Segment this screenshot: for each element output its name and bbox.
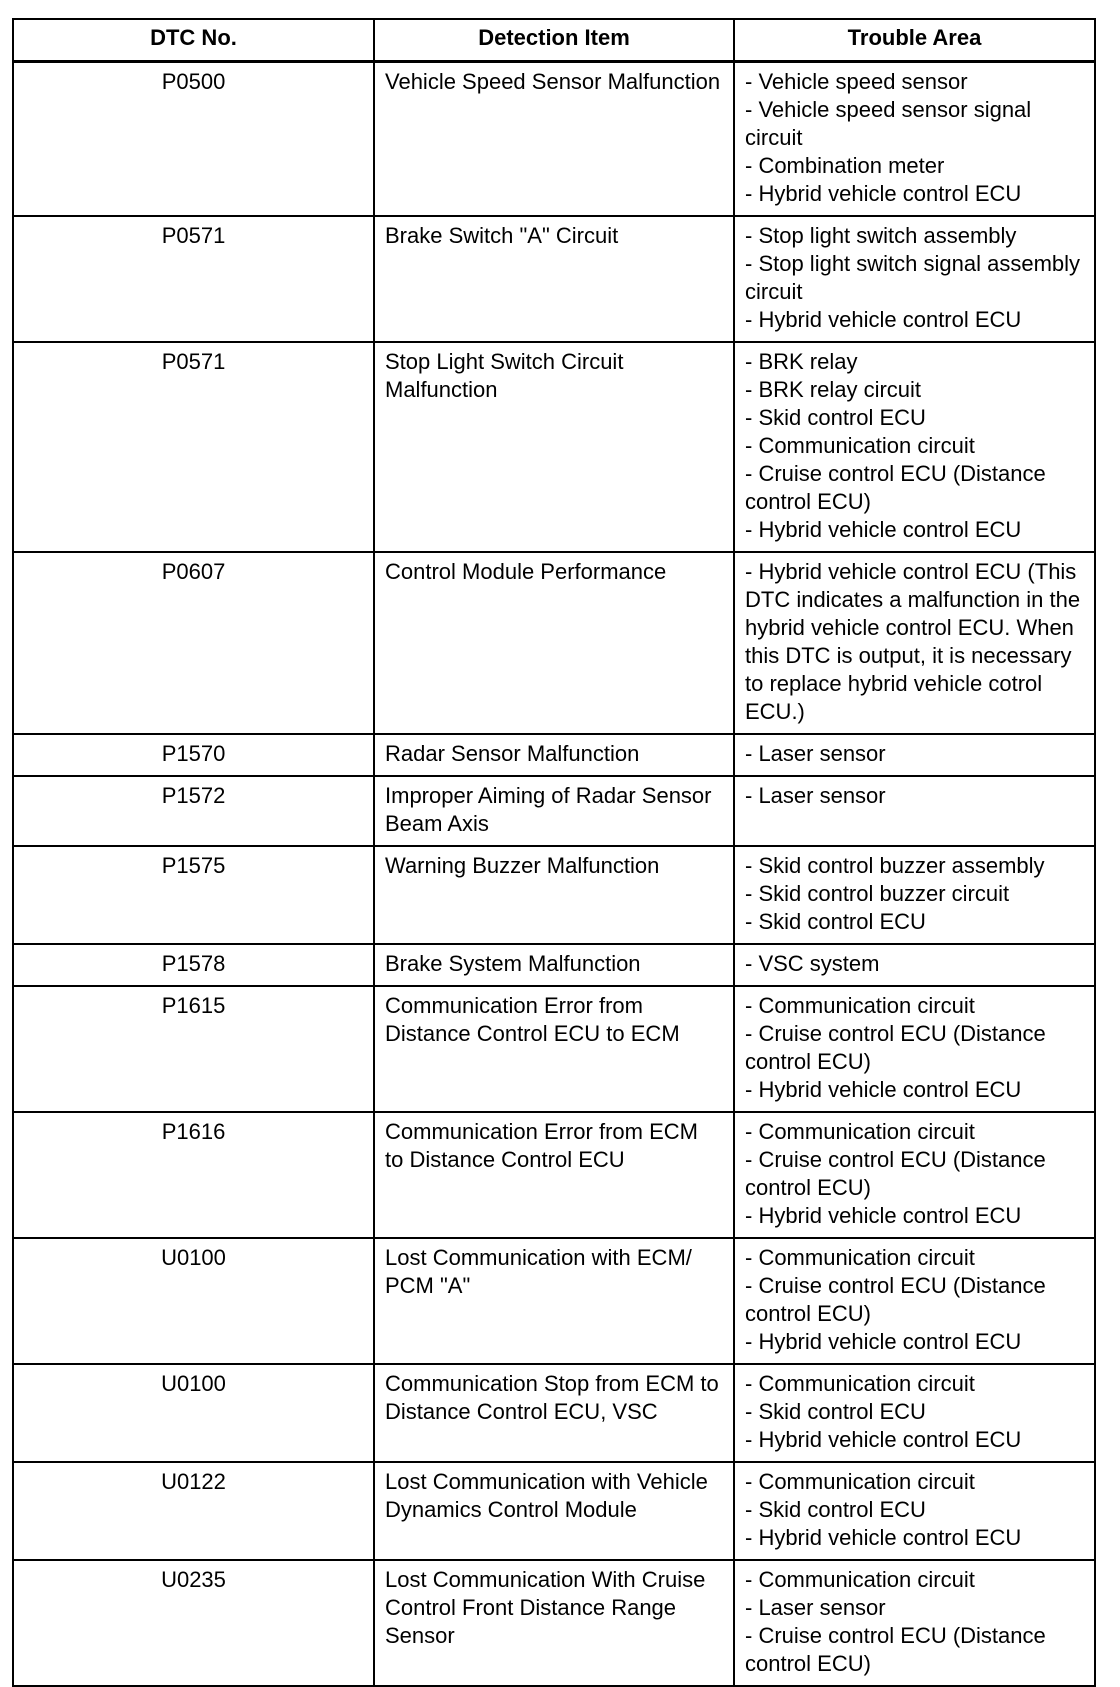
trouble-area-entry: - BRK relay [745,349,858,374]
trouble-area-entry: - Hybrid vehicle control ECU [745,181,1022,206]
detection-item-cell: Lost Communication with Vehicle Dynamics Control Module [374,1462,734,1560]
dtc-table [12,18,1096,1687]
detection-item-cell: Warning Buzzer Malfunction [374,846,734,944]
dtc-code-cell: P1570 [13,734,374,776]
table-row [13,734,1095,776]
detection-item-cell: Communication Error from ECM to Distance Control ECU [374,1112,734,1238]
dtc-code-cell: P1616 [13,1112,374,1238]
detection-item-cell: Brake System Malfunction [374,944,734,986]
trouble-area-cell [734,1560,1095,1686]
trouble-area-entry: - BRK relay circuit [745,377,922,402]
trouble-area-entry: - Communication circuit [745,433,975,458]
header-dtc-no: DTC No. [13,19,374,62]
table-row [13,944,1095,986]
trouble-area-cell [734,1462,1095,1560]
dtc-code-cell: P1578 [13,944,374,986]
trouble-area-entry: - Hybrid vehicle control ECU [745,1077,1022,1102]
detection-item-cell: Radar Sensor Malfunction [374,734,734,776]
table-row [13,1364,1095,1462]
table-row [13,62,1095,217]
detection-item-cell: Communication Error from Distance Control ECU to ECM [374,986,734,1112]
trouble-area-entry: - Skid control ECU [745,909,926,934]
detection-item-cell: Lost Communication with ECM/ PCM "A" [374,1238,734,1364]
table-row [13,1112,1095,1238]
dtc-code-cell: P0571 [13,216,374,342]
trouble-area-entry: - Communication circuit [745,1119,975,1144]
trouble-area-entry: - Cruise control ECU (Distance control ECU) [745,1273,1046,1326]
trouble-area-cell [734,986,1095,1112]
trouble-area-entry: - Communication circuit [745,1245,975,1270]
header-row [13,19,1095,62]
trouble-area-cell [734,552,1095,734]
trouble-area-entry: - Vehicle speed sensor signal circuit [745,97,1032,150]
trouble-area-entry: - Communication circuit [745,1567,975,1592]
dtc-code-cell: P1572 [13,776,374,846]
trouble-area-entry: - Skid control ECU [745,1399,926,1424]
trouble-area-entry: - Combination meter [745,153,945,178]
trouble-area-entry: - Communication circuit [745,993,975,1018]
table-row [13,776,1095,846]
dtc-code-cell: P0607 [13,552,374,734]
dtc-code-cell: P1575 [13,846,374,944]
detection-item-cell: Improper Aiming of Radar Sensor Beam Axis [374,776,734,846]
trouble-area-entry: - Laser sensor [745,741,886,766]
trouble-area-entry: - Cruise control ECU (Distance control ECU) [745,1147,1046,1200]
trouble-area-cell [734,342,1095,552]
trouble-area-entry: - Skid control ECU [745,405,926,430]
trouble-area-entry: - Hybrid vehicle control ECU [745,1427,1022,1452]
dtc-code-cell: P1615 [13,986,374,1112]
trouble-area-entry: - Hybrid vehicle control ECU [745,1525,1022,1550]
table-row [13,986,1095,1112]
trouble-area-entry: - Stop light switch assembly [745,223,1017,248]
trouble-area-cell [734,1238,1095,1364]
trouble-area-cell [734,62,1095,217]
trouble-area-entry: - Cruise control ECU (Distance control ECU) [745,1021,1046,1074]
trouble-area-entry: - Laser sensor [745,783,886,808]
trouble-area-entry: - Hybrid vehicle control ECU [745,517,1022,542]
trouble-area-cell [734,1112,1095,1238]
trouble-area-entry: - VSC system [745,951,880,976]
trouble-area-cell [734,944,1095,986]
trouble-area-cell [734,1364,1095,1462]
dtc-code-cell: U0100 [13,1364,374,1462]
dtc-code-cell: U0122 [13,1462,374,1560]
trouble-area-cell [734,846,1095,944]
dtc-code-cell: U0100 [13,1238,374,1364]
dtc-code-cell: P0571 [13,342,374,552]
table-row [13,216,1095,342]
detection-item-cell: Stop Light Switch Circuit Malfunction [374,342,734,552]
table-body [13,62,1095,1687]
trouble-area-entry: - Stop light switch signal assembly circuit [745,251,1081,304]
trouble-area-entry: - Cruise control ECU (Distance control ECU) [745,461,1046,514]
table-row [13,552,1095,734]
detection-item-cell: Brake Switch "A" Circuit [374,216,734,342]
table-row [13,1462,1095,1560]
table-row [13,1238,1095,1364]
trouble-area-entry: - Communication circuit [745,1371,975,1396]
trouble-area-entry: - Cruise control ECU (Distance control ECU) [745,1623,1046,1676]
trouble-area-entry: - Skid control buzzer assembly [745,853,1045,878]
detection-item-cell: Communication Stop from ECM to Distance Control ECU, VSC [374,1364,734,1462]
dtc-code-cell: U0235 [13,1560,374,1686]
trouble-area-entry: - Hybrid vehicle control ECU [745,1329,1022,1354]
trouble-area-cell [734,734,1095,776]
table-row [13,1560,1095,1686]
trouble-area-cell [734,216,1095,342]
trouble-area-entry: - Communication circuit [745,1469,975,1494]
trouble-area-entry: - Skid control ECU [745,1497,926,1522]
detection-item-cell: Control Module Performance [374,552,734,734]
header-detection-item: Detection Item [374,19,734,62]
table-row [13,342,1095,552]
trouble-area-entry: - Hybrid vehicle control ECU [745,1203,1022,1228]
trouble-area-entry: - Vehicle speed sensor [745,69,968,94]
trouble-area-entry: - Hybrid vehicle control ECU [745,307,1022,332]
detection-item-cell: Lost Communication With Cruise Control Front Distance Range Sensor [374,1560,734,1686]
dtc-code-cell: P0500 [13,62,374,217]
trouble-area-entry: - Laser sensor [745,1595,886,1620]
table-row [13,846,1095,944]
header-trouble-area: Trouble Area [734,19,1095,62]
trouble-area-cell [734,776,1095,846]
detection-item-cell: Vehicle Speed Sensor Malfunction [374,62,734,217]
trouble-area-entry: - Skid control buzzer circuit [745,881,1010,906]
trouble-area-entry: - Hybrid vehicle control ECU (This DTC indicates a malfunction in the hybrid vehicle control ECU. When this DTC is output, it is necessary to replace hybrid vehicle cotrol ECU.) [745,559,1081,724]
